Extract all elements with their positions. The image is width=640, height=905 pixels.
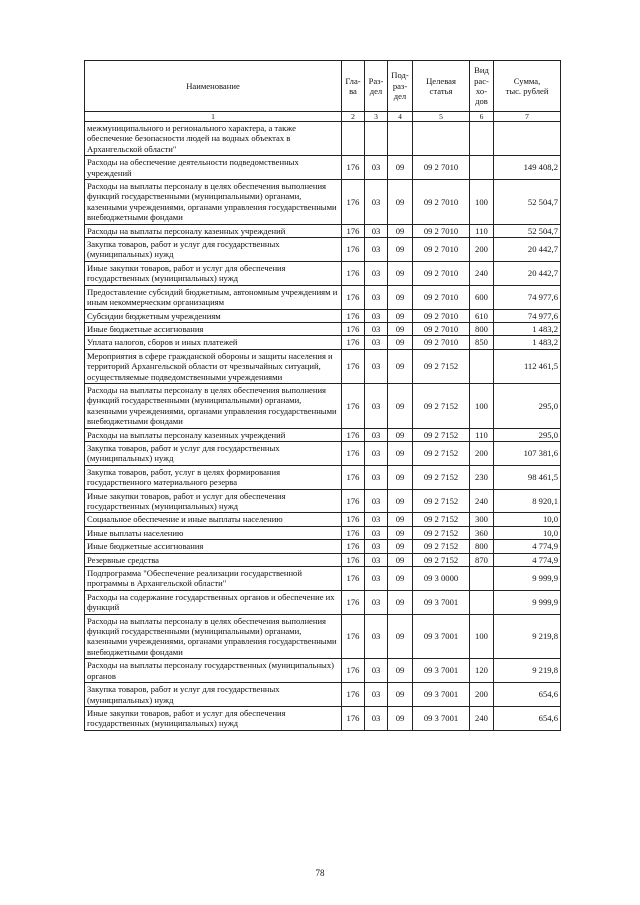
table-row bbox=[85, 659, 561, 683]
cell-section: 03 bbox=[365, 553, 388, 566]
cell-amount: 8 920,1 bbox=[494, 489, 561, 513]
cell-name: Иные бюджетные ассигнования bbox=[85, 322, 342, 335]
cell-expense-type: 600 bbox=[470, 285, 494, 309]
cell-target: 09 2 7010 bbox=[413, 156, 470, 180]
cell-amount: 112 461,5 bbox=[494, 349, 561, 383]
cell-subsection: 09 bbox=[388, 540, 413, 553]
table-row bbox=[85, 489, 561, 513]
header-subsection: Под- раз- дел bbox=[388, 61, 413, 112]
cell-subsection: 09 bbox=[388, 180, 413, 225]
cell-amount bbox=[494, 122, 561, 156]
cell-subsection: 09 bbox=[388, 322, 413, 335]
cell-expense-type bbox=[470, 349, 494, 383]
cell-target: 09 2 7152 bbox=[413, 553, 470, 566]
cell-section bbox=[365, 122, 388, 156]
cell-target: 09 2 7152 bbox=[413, 513, 470, 526]
cell-name: Предоставление субсидий бюджетным, автономным учреждениям и иным некоммерческим организациям bbox=[85, 285, 342, 309]
cell-chapter: 176 bbox=[342, 614, 365, 659]
cell-amount: 9 999,9 bbox=[494, 590, 561, 614]
cell-subsection: 09 bbox=[388, 261, 413, 285]
table-row bbox=[85, 261, 561, 285]
cell-section: 03 bbox=[365, 285, 388, 309]
cell-name: Закупка товаров, работ и услуг для государственных (муниципальных) нужд bbox=[85, 683, 342, 707]
cell-amount: 9 219,8 bbox=[494, 614, 561, 659]
cell-name: Резервные средства bbox=[85, 553, 342, 566]
cell-amount: 1 483,2 bbox=[494, 322, 561, 335]
cell-section: 03 bbox=[365, 309, 388, 322]
cell-chapter: 176 bbox=[342, 465, 365, 489]
cell-expense-type: 120 bbox=[470, 659, 494, 683]
cell-target: 09 2 7152 bbox=[413, 489, 470, 513]
cell-expense-type: 110 bbox=[470, 224, 494, 237]
cell-name: Закупка товаров, работ, услуг в целях формирования государственного материального резерва bbox=[85, 465, 342, 489]
cell-subsection: 09 bbox=[388, 349, 413, 383]
cell-subsection: 09 bbox=[388, 383, 413, 428]
table-body bbox=[85, 122, 561, 731]
cell-target: 09 2 7010 bbox=[413, 238, 470, 262]
cell-amount: 9 219,8 bbox=[494, 659, 561, 683]
budget-table bbox=[84, 60, 561, 731]
table-row bbox=[85, 590, 561, 614]
cell-chapter: 176 bbox=[342, 238, 365, 262]
cell-name: Расходы на содержание государственных органов и обеспечение их функций bbox=[85, 590, 342, 614]
cell-section: 03 bbox=[365, 540, 388, 553]
cell-subsection: 09 bbox=[388, 441, 413, 465]
cell-section: 03 bbox=[365, 383, 388, 428]
cell-section: 03 bbox=[365, 590, 388, 614]
cell-name: Мероприятия в сфере гражданской обороны и защиты населения и территорий Архангельской области от чрезвычайных ситуаций, осуществляемые подведомственными учреждениями bbox=[85, 349, 342, 383]
cell-name: межмуниципального и регионального характера, а также обеспечение безопасности людей на водных объектах в Архангельской области" bbox=[85, 122, 342, 156]
cell-subsection: 09 bbox=[388, 706, 413, 730]
cell-name: Расходы на выплаты персоналу казенных учреждений bbox=[85, 224, 342, 237]
cell-chapter: 176 bbox=[342, 336, 365, 349]
cell-section: 03 bbox=[365, 238, 388, 262]
table-row bbox=[85, 224, 561, 237]
cell-expense-type: 200 bbox=[470, 238, 494, 262]
cell-expense-type: 610 bbox=[470, 309, 494, 322]
cell-expense-type bbox=[470, 122, 494, 156]
cell-amount: 74 977,6 bbox=[494, 285, 561, 309]
cell-subsection: 09 bbox=[388, 309, 413, 322]
cell-amount: 295,0 bbox=[494, 383, 561, 428]
cell-subsection: 09 bbox=[388, 285, 413, 309]
cell-target: 09 3 7001 bbox=[413, 614, 470, 659]
cell-name: Иные выплаты населению bbox=[85, 526, 342, 539]
cell-chapter: 176 bbox=[342, 683, 365, 707]
cell-expense-type: 300 bbox=[470, 513, 494, 526]
cell-name: Иные закупки товаров, работ и услуг для обеспечения государственных (муниципальных) нужд bbox=[85, 706, 342, 730]
cell-amount: 20 442,7 bbox=[494, 261, 561, 285]
cell-section: 03 bbox=[365, 441, 388, 465]
column-number: 7 bbox=[494, 112, 561, 122]
header-section: Раз- дел bbox=[365, 61, 388, 112]
cell-chapter: 176 bbox=[342, 156, 365, 180]
cell-section: 03 bbox=[365, 224, 388, 237]
cell-target: 09 2 7152 bbox=[413, 526, 470, 539]
cell-section: 03 bbox=[365, 428, 388, 441]
column-number: 4 bbox=[388, 112, 413, 122]
header-target: Целевая статья bbox=[413, 61, 470, 112]
cell-subsection: 09 bbox=[388, 465, 413, 489]
cell-section: 03 bbox=[365, 683, 388, 707]
header-amount: Сумма, тыс. рублей bbox=[494, 61, 561, 112]
cell-amount: 654,6 bbox=[494, 706, 561, 730]
cell-chapter: 176 bbox=[342, 590, 365, 614]
table-row bbox=[85, 349, 561, 383]
cell-expense-type: 240 bbox=[470, 706, 494, 730]
cell-expense-type: 230 bbox=[470, 465, 494, 489]
cell-section: 03 bbox=[365, 465, 388, 489]
cell-target: 09 2 7152 bbox=[413, 349, 470, 383]
cell-target: 09 2 7152 bbox=[413, 540, 470, 553]
cell-expense-type: 800 bbox=[470, 540, 494, 553]
table-row bbox=[85, 441, 561, 465]
table-row bbox=[85, 465, 561, 489]
page-number: 78 bbox=[315, 868, 325, 878]
cell-name: Расходы на выплаты персоналу в целях обеспечения выполнения функций государственными (муниципальными) органами, казенными учреждениями, органами управления государственными внебюджетными фондами bbox=[85, 383, 342, 428]
cell-chapter: 176 bbox=[342, 567, 365, 591]
cell-chapter: 176 bbox=[342, 349, 365, 383]
table-row bbox=[85, 309, 561, 322]
cell-amount: 149 408,2 bbox=[494, 156, 561, 180]
cell-target: 09 3 7001 bbox=[413, 706, 470, 730]
cell-amount: 10,0 bbox=[494, 526, 561, 539]
header-row bbox=[85, 61, 561, 112]
cell-chapter: 176 bbox=[342, 489, 365, 513]
header-chapter: Гла- ва bbox=[342, 61, 365, 112]
column-number-row bbox=[85, 112, 561, 122]
table-row bbox=[85, 238, 561, 262]
column-number: 3 bbox=[365, 112, 388, 122]
cell-section: 03 bbox=[365, 336, 388, 349]
cell-amount: 74 977,6 bbox=[494, 309, 561, 322]
column-number: 6 bbox=[470, 112, 494, 122]
cell-target bbox=[413, 122, 470, 156]
cell-target: 09 2 7152 bbox=[413, 465, 470, 489]
cell-chapter: 176 bbox=[342, 261, 365, 285]
table-row bbox=[85, 322, 561, 335]
cell-section: 03 bbox=[365, 180, 388, 225]
cell-chapter: 176 bbox=[342, 441, 365, 465]
table-row bbox=[85, 156, 561, 180]
table-row bbox=[85, 614, 561, 659]
cell-expense-type: 100 bbox=[470, 614, 494, 659]
cell-section: 03 bbox=[365, 659, 388, 683]
cell-subsection: 09 bbox=[388, 553, 413, 566]
cell-name: Закупка товаров, работ и услуг для государственных (муниципальных) нужд bbox=[85, 441, 342, 465]
cell-expense-type bbox=[470, 567, 494, 591]
cell-amount: 107 381,6 bbox=[494, 441, 561, 465]
table-row bbox=[85, 567, 561, 591]
cell-subsection: 09 bbox=[388, 428, 413, 441]
cell-section: 03 bbox=[365, 567, 388, 591]
cell-expense-type: 200 bbox=[470, 441, 494, 465]
cell-expense-type: 200 bbox=[470, 683, 494, 707]
cell-expense-type: 100 bbox=[470, 180, 494, 225]
cell-name: Расходы на обеспечение деятельности подведомственных учреждений bbox=[85, 156, 342, 180]
cell-target: 09 3 7001 bbox=[413, 683, 470, 707]
table-row bbox=[85, 122, 561, 156]
cell-target: 09 2 7010 bbox=[413, 224, 470, 237]
cell-target: 09 3 7001 bbox=[413, 659, 470, 683]
table-row bbox=[85, 428, 561, 441]
cell-expense-type: 100 bbox=[470, 383, 494, 428]
cell-subsection: 09 bbox=[388, 336, 413, 349]
cell-expense-type: 360 bbox=[470, 526, 494, 539]
column-number: 1 bbox=[85, 112, 342, 122]
cell-chapter: 176 bbox=[342, 180, 365, 225]
cell-amount: 10,0 bbox=[494, 513, 561, 526]
cell-chapter: 176 bbox=[342, 428, 365, 441]
cell-amount: 9 999,9 bbox=[494, 567, 561, 591]
header-name: Наименование bbox=[85, 61, 342, 112]
cell-name: Расходы на выплаты персоналу казенных учреждений bbox=[85, 428, 342, 441]
cell-subsection: 09 bbox=[388, 659, 413, 683]
cell-chapter: 176 bbox=[342, 383, 365, 428]
cell-expense-type: 870 bbox=[470, 553, 494, 566]
cell-expense-type: 240 bbox=[470, 489, 494, 513]
cell-target: 09 2 7010 bbox=[413, 261, 470, 285]
cell-chapter: 176 bbox=[342, 659, 365, 683]
cell-expense-type: 110 bbox=[470, 428, 494, 441]
cell-chapter: 176 bbox=[342, 540, 365, 553]
cell-target: 09 2 7010 bbox=[413, 285, 470, 309]
column-number: 2 bbox=[342, 112, 365, 122]
cell-subsection: 09 bbox=[388, 683, 413, 707]
cell-section: 03 bbox=[365, 156, 388, 180]
cell-subsection: 09 bbox=[388, 156, 413, 180]
cell-subsection: 09 bbox=[388, 489, 413, 513]
cell-target: 09 3 0000 bbox=[413, 567, 470, 591]
cell-name: Иные закупки товаров, работ и услуг для обеспечения государственных (муниципальных) нужд bbox=[85, 489, 342, 513]
cell-target: 09 2 7010 bbox=[413, 180, 470, 225]
cell-name: Расходы на выплаты персоналу в целях обеспечения выполнения функций государственными (муниципальными) органами, казенными учреждениями, органами управления государственными внебюджетными фондами bbox=[85, 614, 342, 659]
column-number: 5 bbox=[413, 112, 470, 122]
cell-chapter: 176 bbox=[342, 706, 365, 730]
table-row bbox=[85, 553, 561, 566]
cell-amount: 4 774,9 bbox=[494, 540, 561, 553]
cell-section: 03 bbox=[365, 513, 388, 526]
cell-subsection: 09 bbox=[388, 526, 413, 539]
cell-name: Иные закупки товаров, работ и услуг для обеспечения государственных (муниципальных) нужд bbox=[85, 261, 342, 285]
cell-subsection: 09 bbox=[388, 590, 413, 614]
cell-expense-type: 240 bbox=[470, 261, 494, 285]
cell-target: 09 2 7152 bbox=[413, 383, 470, 428]
cell-section: 03 bbox=[365, 614, 388, 659]
cell-target: 09 2 7152 bbox=[413, 428, 470, 441]
table-row bbox=[85, 180, 561, 225]
cell-amount: 20 442,7 bbox=[494, 238, 561, 262]
cell-target: 09 2 7152 bbox=[413, 441, 470, 465]
cell-subsection: 09 bbox=[388, 614, 413, 659]
cell-amount: 1 483,2 bbox=[494, 336, 561, 349]
cell-name: Закупка товаров, работ и услуг для государственных (муниципальных) нужд bbox=[85, 238, 342, 262]
cell-amount: 654,6 bbox=[494, 683, 561, 707]
cell-section: 03 bbox=[365, 706, 388, 730]
cell-subsection: 09 bbox=[388, 567, 413, 591]
cell-chapter: 176 bbox=[342, 513, 365, 526]
cell-chapter: 176 bbox=[342, 224, 365, 237]
cell-name: Подпрограмма "Обеспечение реализации государственной программы в Архангельской области" bbox=[85, 567, 342, 591]
cell-section: 03 bbox=[365, 489, 388, 513]
table-row bbox=[85, 383, 561, 428]
table-row bbox=[85, 540, 561, 553]
cell-name: Иные бюджетные ассигнования bbox=[85, 540, 342, 553]
table-row bbox=[85, 683, 561, 707]
cell-section: 03 bbox=[365, 322, 388, 335]
table-row bbox=[85, 526, 561, 539]
table-row bbox=[85, 513, 561, 526]
cell-section: 03 bbox=[365, 261, 388, 285]
header-expense-type: Вид рас- хо- дов bbox=[470, 61, 494, 112]
cell-section: 03 bbox=[365, 526, 388, 539]
cell-name: Уплата налогов, сборов и иных платежей bbox=[85, 336, 342, 349]
cell-expense-type bbox=[470, 590, 494, 614]
cell-chapter: 176 bbox=[342, 526, 365, 539]
cell-expense-type: 850 bbox=[470, 336, 494, 349]
cell-expense-type bbox=[470, 156, 494, 180]
cell-amount: 52 504,7 bbox=[494, 224, 561, 237]
cell-subsection: 09 bbox=[388, 513, 413, 526]
cell-target: 09 2 7010 bbox=[413, 309, 470, 322]
cell-amount: 295,0 bbox=[494, 428, 561, 441]
cell-amount: 52 504,7 bbox=[494, 180, 561, 225]
table-row bbox=[85, 285, 561, 309]
cell-amount: 98 461,5 bbox=[494, 465, 561, 489]
cell-target: 09 2 7010 bbox=[413, 322, 470, 335]
cell-chapter: 176 bbox=[342, 285, 365, 309]
cell-subsection: 09 bbox=[388, 238, 413, 262]
cell-chapter bbox=[342, 122, 365, 156]
cell-target: 09 2 7010 bbox=[413, 336, 470, 349]
table-row bbox=[85, 706, 561, 730]
cell-name: Субсидии бюджетным учреждениям bbox=[85, 309, 342, 322]
cell-section: 03 bbox=[365, 349, 388, 383]
cell-expense-type: 800 bbox=[470, 322, 494, 335]
cell-chapter: 176 bbox=[342, 309, 365, 322]
table-row bbox=[85, 336, 561, 349]
cell-subsection bbox=[388, 122, 413, 156]
cell-target: 09 3 7001 bbox=[413, 590, 470, 614]
cell-name: Социальное обеспечение и иные выплаты населению bbox=[85, 513, 342, 526]
cell-chapter: 176 bbox=[342, 322, 365, 335]
cell-name: Расходы на выплаты персоналу государственных (муниципальных) органов bbox=[85, 659, 342, 683]
cell-name: Расходы на выплаты персоналу в целях обеспечения выполнения функций государственными (муниципальными) органами, казенными учреждениями, органами управления государственными внебюджетными фондами bbox=[85, 180, 342, 225]
document-page bbox=[84, 60, 560, 731]
cell-amount: 4 774,9 bbox=[494, 553, 561, 566]
cell-subsection: 09 bbox=[388, 224, 413, 237]
cell-chapter: 176 bbox=[342, 553, 365, 566]
